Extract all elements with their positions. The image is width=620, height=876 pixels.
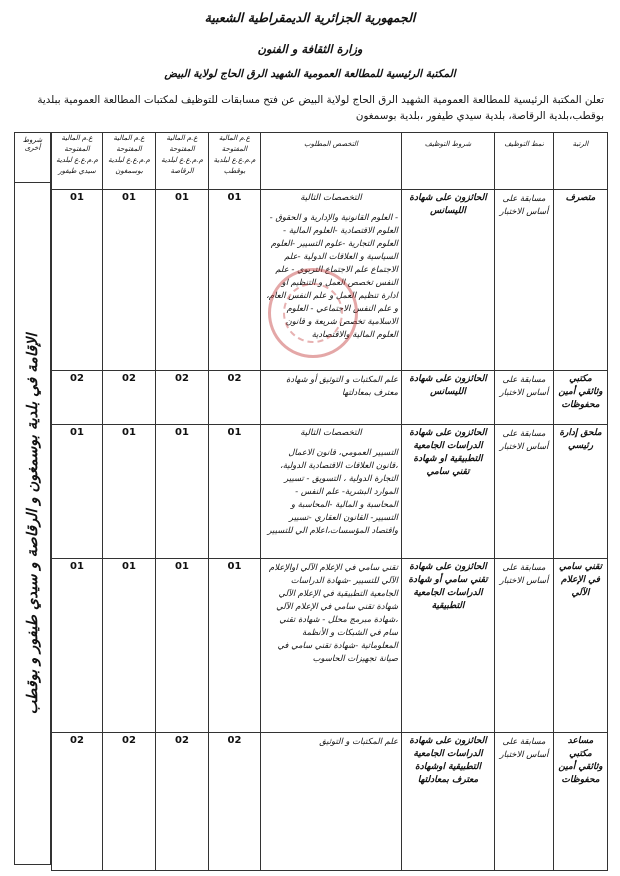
- specialty-cell: [261, 733, 402, 871]
- conditions-cell: الحائزون على شهادة الدراسات الجامعية التطبيقية او شهادة تقني سامي: [402, 425, 495, 559]
- rank-cell: مكتبي وثائقي أمين محفوظات: [554, 371, 608, 425]
- column-header-other: شروط أخرى: [14, 132, 51, 183]
- conditions-cell: الحائزون على شهادة الليسانس: [402, 190, 495, 371]
- specialty-text: علم المكتبات و التوثيق: [319, 736, 398, 746]
- positions-sidi-tifour: 01: [52, 559, 103, 733]
- specialty-cell: [261, 425, 402, 559]
- specialty-cell: [261, 559, 402, 733]
- conditions-cell: الحائزون على شهادة الدراسات الجامعية التطبيقية اوشهادة معترف بمعادلتها: [402, 733, 495, 871]
- positions-sidi-tifour: 02: [52, 371, 103, 425]
- rank-cell: تقني سامي في الإعلام الآلي: [554, 559, 608, 733]
- specialty-text: تقني سامي في الإعلام الآلي اوالإعلام الآلي للتسيير -شهادة الدراسات الجامعية التطبيقية في الإعلام الآلي شهادة تقني سامي في الإعلام الآلي ،شهادة مبرمج محلل - شهادة تقني سام في الشبكات و الأنظمة المعلوماتية -شهادة تقني سامي في صيانة تجهيزات الحاسوب: [269, 562, 398, 663]
- positions-sidi-tifour: 01: [52, 425, 103, 559]
- column-header-sidi-tifour: ع.م المالية المفتوحة م.م.ع.ع لبلدية سيدي طيفور: [52, 133, 103, 190]
- mode-cell: مسابقة على أساس الاختبار: [495, 733, 554, 871]
- rank-cell: مساعد مكتبي وثائقي أمين محفوظات: [554, 733, 608, 871]
- table-row: [52, 425, 608, 559]
- table-row: [52, 733, 608, 871]
- column-header-rank: الرتبة: [554, 133, 608, 190]
- table-header-row: [52, 133, 608, 190]
- positions-sidi-tifour: 01: [52, 190, 103, 371]
- positions-bousemghoun: 01: [103, 425, 156, 559]
- specialty-cell: [261, 371, 402, 425]
- rank-cell: متصرف: [554, 190, 608, 371]
- positions-bousemghoun: 02: [103, 733, 156, 871]
- positions-bousemghoun: 01: [103, 190, 156, 371]
- column-header-specialty: التخصص المطلوب: [261, 133, 402, 190]
- column-header-mode: نمط التوظيف: [495, 133, 554, 190]
- mode-cell: مسابقة على أساس الاختبار: [495, 425, 554, 559]
- positions-rogassa: 01: [156, 425, 209, 559]
- table-row: [52, 190, 608, 371]
- column-header-conditions: شروط التوظيف: [402, 133, 495, 190]
- library-title: المكتبة الرئيسية للمطالعة العمومية الشهيد الرق الحاج لولاية البيض: [164, 68, 456, 80]
- conditions-cell: الحائزون على شهادة الليسانس: [402, 371, 495, 425]
- positions-rogassa: 01: [156, 559, 209, 733]
- positions-boukteb: 01: [209, 559, 261, 733]
- positions-boukteb: 01: [209, 425, 261, 559]
- specialty-text: - العلوم القانونية والإدارية و الحقوق - العلوم الاقتصادية -العلوم المالية - العلوم التجارية -علوم التسيير -العلوم السياسية و العلاقات الدولية -علم الاجتماع علم الاجتماع التربوي - علم النفس تخصص العمل و التنظيم او ادارة تنظيم العمل و علم النفس العام، و علم النفس الاجتماعي - العلوم الاسلامية تخصص شريعة و قانون العلوم المالية والاقتصادية: [266, 212, 398, 339]
- mode-cell: مسابقة على أساس الاختبار: [495, 190, 554, 371]
- other-conditions-cell: [14, 183, 51, 865]
- ministry-title: وزارة الثقافة و الفنون: [257, 42, 363, 56]
- specialty-title: التخصصات التالية: [300, 193, 362, 203]
- column-header-boukteb: ع.م المالية المفتوحة م.م.ع.ع لبلدية بوقطب: [209, 133, 261, 190]
- column-header-rogassa: ع.م المالية المفتوحة م.م.ع.ع لبلدية الرقاصة: [156, 133, 209, 190]
- conditions-cell: الحائزون على شهادة تقني سامي أو شهادة الدراسات الجامعية التطبيقية: [402, 559, 495, 733]
- recruitment-table: [51, 132, 608, 871]
- positions-sidi-tifour: 02: [52, 733, 103, 871]
- specialty-text: علم المكتبات و التوثيق أو شهادة معترف بمعادلتها: [285, 374, 398, 397]
- positions-bousemghoun: 02: [103, 371, 156, 425]
- residence-condition: الإقامة في بلدية بوسمغون و الرقاصة و سيدي طيفور و بوقطب: [24, 333, 41, 714]
- specialty-cell: [261, 190, 402, 371]
- table-row: [52, 371, 608, 425]
- positions-rogassa: 02: [156, 733, 209, 871]
- mode-cell: مسابقة على أساس الاختبار: [495, 371, 554, 425]
- rank-cell: ملحق إدارة رئيسي: [554, 425, 608, 559]
- positions-rogassa: 01: [156, 190, 209, 371]
- specialty-title: التخصصات التالية: [300, 428, 362, 438]
- table-row: [52, 559, 608, 733]
- positions-boukteb: 01: [209, 190, 261, 371]
- positions-boukteb: 02: [209, 733, 261, 871]
- announcement-intro: تعلن المكتبة الرئيسية للمطالعة العمومية الشهيد الرق الحاج لولاية البيض عن فتح مسابقات للتوظيف لمكتبات المطالعة العمومية ببلدية بوقطب،بلدية الرقاصة، بلدية سيدي طيفور ،بلدية بوسمغون: [37, 94, 604, 122]
- republic-title: الجمهورية الجزائرية الديمقراطية الشعبية: [204, 10, 416, 25]
- positions-bousemghoun: 01: [103, 559, 156, 733]
- mode-cell: مسابقة على أساس الاختبار: [495, 559, 554, 733]
- specialty-text: التسيير العمومي، قانون الاعمال ،قانون العلاقات الاقتصادية الدولية، التجارة الدولية ، التسويق - تسيير الموارد البشرية- علم النفس - المحاسبة و المالية -المحاسبة و التسيير- القانون العقاري -تسيير واقتصاد المؤسسات،اعلام الي للتسيير: [267, 447, 398, 535]
- positions-rogassa: 02: [156, 371, 209, 425]
- column-header-bousemghoun: ع.م المالية المفتوحة م.م.ع.ع لبلدية بوسمغون: [103, 133, 156, 190]
- positions-boukteb: 02: [209, 371, 261, 425]
